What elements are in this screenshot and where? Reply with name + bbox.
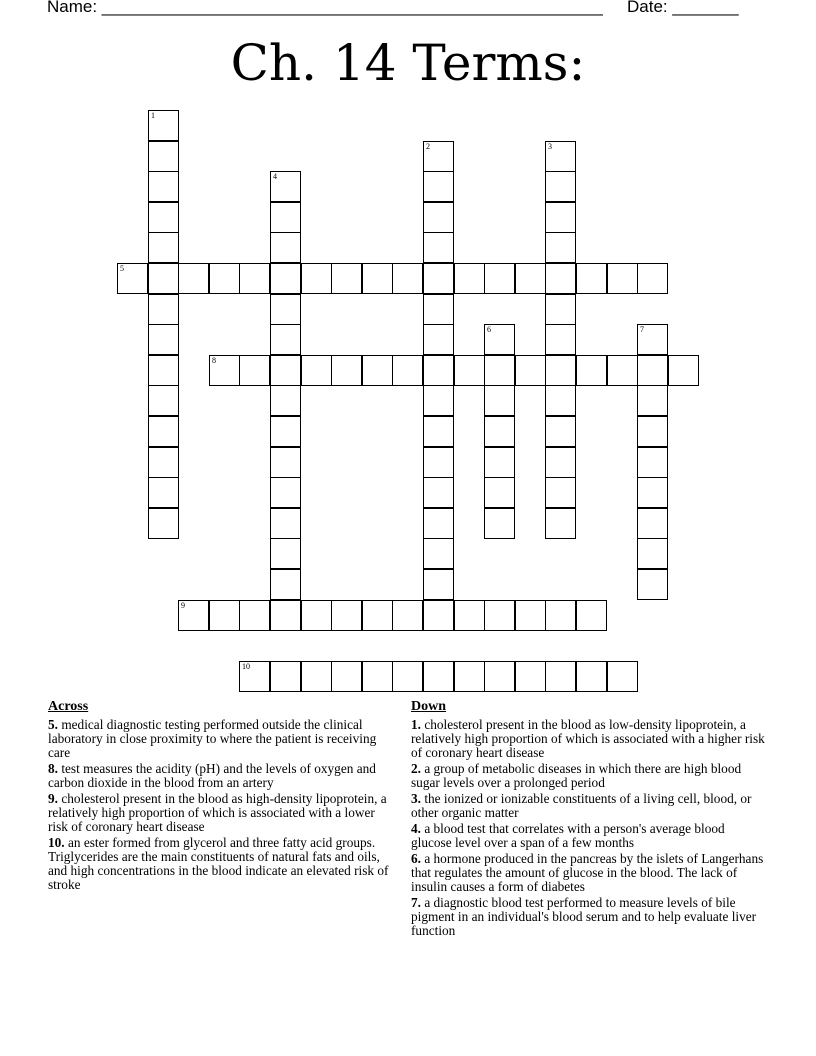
grid-cell[interactable] <box>148 324 179 355</box>
grid-cell[interactable] <box>607 355 638 386</box>
grid-cell[interactable] <box>454 600 485 631</box>
grid-cell[interactable] <box>392 355 423 386</box>
grid-cell[interactable] <box>545 141 576 172</box>
across-clue <box>48 718 398 760</box>
grid-cell[interactable] <box>423 600 454 631</box>
grid-cell[interactable] <box>423 569 454 600</box>
cell-number: 10 <box>242 662 250 671</box>
grid-cell[interactable] <box>423 171 454 202</box>
grid-cell[interactable] <box>545 477 576 508</box>
grid-cell[interactable] <box>148 508 179 539</box>
grid-cell[interactable] <box>148 141 179 172</box>
down-clue <box>411 852 766 894</box>
grid-cell[interactable] <box>637 538 668 569</box>
grid-cell[interactable] <box>454 661 485 692</box>
grid-cell[interactable] <box>331 600 362 631</box>
grid-cell[interactable] <box>607 263 638 294</box>
down-clue <box>411 762 766 790</box>
grid-cell[interactable] <box>637 263 668 294</box>
grid-cell[interactable] <box>637 385 668 416</box>
clue-number: 7. <box>411 895 421 910</box>
grid-cell[interactable] <box>148 294 179 325</box>
grid-cell[interactable] <box>178 263 209 294</box>
grid-cell[interactable] <box>423 202 454 233</box>
grid-cell[interactable] <box>515 661 546 692</box>
clue-number: 9. <box>48 791 58 806</box>
clue-text: a blood test that correlates with a person's average blood glucose level over a span of a few months <box>411 821 725 850</box>
grid-cell[interactable] <box>423 141 454 172</box>
clue-number: 6. <box>411 851 421 866</box>
grid-cell[interactable] <box>545 355 576 386</box>
grid-cell[interactable] <box>331 355 362 386</box>
cell-number: 8 <box>212 356 216 365</box>
grid-cell[interactable] <box>423 661 454 692</box>
grid-cell[interactable] <box>270 202 301 233</box>
grid-cell[interactable] <box>423 232 454 263</box>
grid-cell[interactable] <box>270 538 301 569</box>
down-clue <box>411 718 766 760</box>
grid-cell[interactable] <box>423 416 454 447</box>
grid-cell[interactable] <box>148 355 179 386</box>
grid-cell[interactable] <box>148 447 179 478</box>
down-heading: Down <box>411 699 447 714</box>
grid-cell[interactable] <box>331 661 362 692</box>
grid-cell[interactable] <box>392 600 423 631</box>
grid-cell[interactable] <box>576 600 607 631</box>
grid-cell[interactable] <box>545 661 576 692</box>
grid-cell[interactable] <box>270 324 301 355</box>
clue-text: the ionized or ionizable constituents of a living cell, blood, or other organic matter <box>411 791 752 820</box>
cell-number: 3 <box>548 142 552 151</box>
clue-text: an ester formed from glycerol and three fatty acid groups. Triglycerides are the main constituents of natural fats and oils, and high concentrations in the blood indicate an elevated risk of stroke <box>48 835 389 892</box>
grid-cell[interactable] <box>270 447 301 478</box>
grid-cell[interactable] <box>362 355 393 386</box>
grid-cell[interactable] <box>637 324 668 355</box>
grid-cell[interactable] <box>362 263 393 294</box>
grid-cell[interactable] <box>148 232 179 263</box>
page-title: Ch. 14 Terms: <box>230 34 586 92</box>
grid-cell[interactable] <box>178 600 209 631</box>
grid-cell[interactable] <box>637 477 668 508</box>
clue-text: medical diagnostic testing performed outside the clinical laboratory in close proximity to where the patient is receiving care <box>48 717 377 760</box>
grid-cell[interactable] <box>423 385 454 416</box>
grid-cell[interactable] <box>148 263 179 294</box>
grid-cell[interactable] <box>545 324 576 355</box>
grid-cell[interactable] <box>545 385 576 416</box>
clue-number: 10. <box>48 835 65 850</box>
grid-cell[interactable] <box>270 600 301 631</box>
grid-cell[interactable] <box>668 355 699 386</box>
grid-cell[interactable] <box>270 416 301 447</box>
cell-number: 1 <box>151 111 155 120</box>
grid-cell[interactable] <box>484 600 515 631</box>
grid-cell[interactable] <box>270 385 301 416</box>
grid-cell[interactable] <box>362 600 393 631</box>
grid-cell[interactable] <box>637 416 668 447</box>
grid-cell[interactable] <box>362 661 393 692</box>
grid-cell[interactable] <box>515 600 546 631</box>
grid-cell[interactable] <box>484 477 515 508</box>
down-clue <box>411 792 766 820</box>
cell-number: 9 <box>181 601 185 610</box>
clue-text: cholesterol present in the blood as high-density lipoprotein, a relatively high proportion of which is associated with a lower risk of coronary heart disease <box>48 791 387 834</box>
grid-cell[interactable] <box>392 263 423 294</box>
grid-cell[interactable] <box>270 508 301 539</box>
grid-cell[interactable] <box>239 263 270 294</box>
grid-cell[interactable] <box>331 263 362 294</box>
grid-cell[interactable] <box>515 355 546 386</box>
clue-number: 5. <box>48 717 58 732</box>
grid-cell[interactable] <box>270 171 301 202</box>
grid-cell[interactable] <box>209 355 240 386</box>
grid-cell[interactable] <box>301 600 332 631</box>
grid-cell[interactable] <box>423 324 454 355</box>
grid-cell[interactable] <box>637 447 668 478</box>
grid-cell[interactable] <box>637 355 668 386</box>
grid-cell[interactable] <box>545 232 576 263</box>
grid-cell[interactable] <box>148 477 179 508</box>
grid-cell[interactable] <box>148 171 179 202</box>
grid-cell[interactable] <box>239 355 270 386</box>
grid-cell[interactable] <box>270 294 301 325</box>
grid-cell[interactable] <box>545 447 576 478</box>
grid-cell[interactable] <box>484 416 515 447</box>
grid-cell[interactable] <box>607 661 638 692</box>
grid-cell[interactable] <box>484 263 515 294</box>
grid-cell[interactable] <box>484 324 515 355</box>
grid-cell[interactable] <box>545 171 576 202</box>
grid-cell[interactable] <box>637 569 668 600</box>
grid-cell[interactable] <box>270 232 301 263</box>
cell-number: 6 <box>487 325 491 334</box>
down-clue <box>411 896 766 938</box>
grid-cell[interactable] <box>576 661 607 692</box>
cell-number: 4 <box>273 172 277 181</box>
grid-cell[interactable] <box>423 477 454 508</box>
clue-number: 8. <box>48 761 58 776</box>
grid-cell[interactable] <box>148 416 179 447</box>
clue-text: cholesterol present in the blood as low-density lipoprotein, a relatively high proportion of which is associated with a higher risk of coronary heart disease <box>411 717 765 760</box>
down-clues <box>411 700 766 940</box>
grid-cell[interactable] <box>637 508 668 539</box>
grid-cell[interactable] <box>270 263 301 294</box>
clue-text: a group of metabolic diseases in which there are high blood sugar levels over a prolonged period <box>411 761 742 790</box>
grid-cell[interactable] <box>423 263 454 294</box>
cell-number: 7 <box>640 325 644 334</box>
grid-cell[interactable] <box>423 294 454 325</box>
across-clue <box>48 762 398 790</box>
grid-cell[interactable] <box>484 508 515 539</box>
clue-number: 3. <box>411 791 421 806</box>
clue-text: a diagnostic blood test performed to measure levels of bile pigment in an individual's blood serum and to help evaluate liver function <box>411 895 757 938</box>
grid-cell[interactable] <box>423 538 454 569</box>
clue-number: 1. <box>411 717 421 732</box>
clue-text: test measures the acidity (pH) and the levels of oxygen and carbon dioxide in the blood from an artery <box>48 761 376 790</box>
grid-cell[interactable] <box>209 263 240 294</box>
grid-cell[interactable] <box>239 661 270 692</box>
across-clues <box>48 700 398 894</box>
grid-cell[interactable] <box>392 661 423 692</box>
clue-number: 2. <box>411 761 421 776</box>
grid-cell[interactable] <box>454 355 485 386</box>
grid-cell[interactable] <box>576 355 607 386</box>
clue-text: a hormone produced in the pancreas by the islets of Langerhans that regulates the amount of glucose in the blood. The lack of insulin causes a form of diabetes <box>411 851 764 894</box>
grid-cell[interactable] <box>239 600 270 631</box>
across-heading: Across <box>48 699 89 714</box>
date-line[interactable]: Date: _______ <box>627 0 739 16</box>
grid-cell[interactable] <box>209 600 240 631</box>
grid-cell[interactable] <box>545 294 576 325</box>
grid-cell[interactable] <box>545 508 576 539</box>
grid-cell[interactable] <box>301 355 332 386</box>
grid-cell[interactable] <box>270 477 301 508</box>
grid-cell[interactable] <box>148 202 179 233</box>
cell-number: 2 <box>426 142 430 151</box>
grid-cell[interactable] <box>423 508 454 539</box>
grid-cell[interactable] <box>270 661 301 692</box>
down-clue <box>411 822 766 850</box>
grid-cell[interactable] <box>484 661 515 692</box>
grid-cell[interactable] <box>270 355 301 386</box>
grid-cell[interactable] <box>148 110 179 141</box>
grid-cell[interactable] <box>484 385 515 416</box>
grid-cell[interactable] <box>484 355 515 386</box>
grid-cell[interactable] <box>117 263 148 294</box>
grid-cell[interactable] <box>148 385 179 416</box>
grid-cell[interactable] <box>454 263 485 294</box>
cell-number: 5 <box>120 264 124 273</box>
grid-cell[interactable] <box>545 263 576 294</box>
grid-cell[interactable] <box>484 447 515 478</box>
grid-cell[interactable] <box>423 447 454 478</box>
grid-cell[interactable] <box>515 263 546 294</box>
grid-cell[interactable] <box>545 202 576 233</box>
grid-cell[interactable] <box>301 661 332 692</box>
grid-cell[interactable] <box>423 355 454 386</box>
grid-cell[interactable] <box>576 263 607 294</box>
name-line[interactable]: Name: _____________________________________________________ <box>47 0 603 16</box>
grid-cell[interactable] <box>545 600 576 631</box>
across-clue <box>48 836 398 892</box>
grid-cell[interactable] <box>301 263 332 294</box>
across-clue <box>48 792 398 834</box>
clue-number: 4. <box>411 821 421 836</box>
grid-cell[interactable] <box>270 569 301 600</box>
grid-cell[interactable] <box>545 416 576 447</box>
